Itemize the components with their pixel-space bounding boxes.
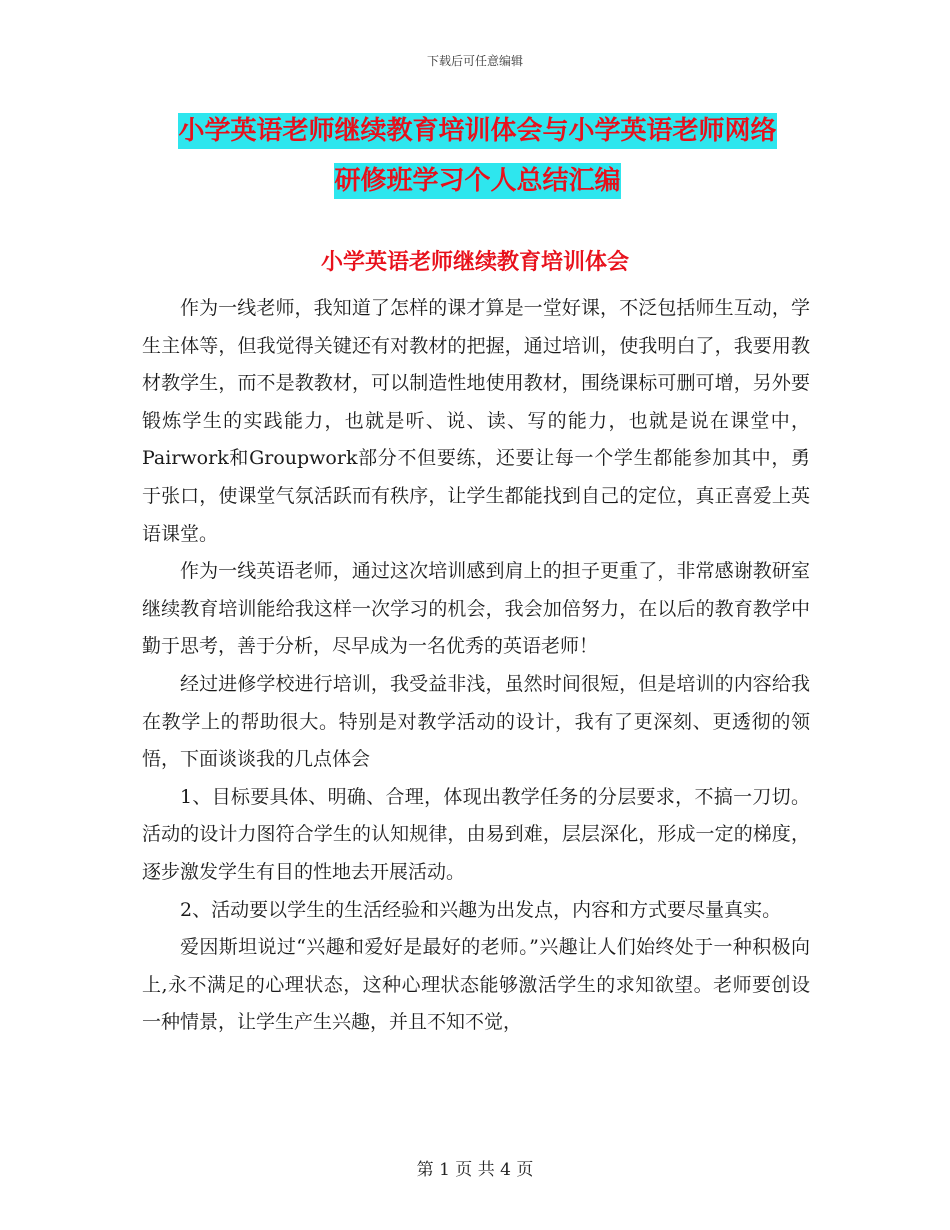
- title-line-1: 小学英语老师继续教育培训体会与小学英语老师网络: [178, 113, 776, 149]
- paragraph: 作为一线英语老师，通过这次培训感到肩上的担子更重了，非常感谢教研室继续教育培训能给我这样一次学习的机会，我会加倍努力，在以后的教育教学中勤于思考，善于分析，尽早成为一名优秀的英语老师！: [142, 560, 810, 658]
- paragraph: 经过进修学校进行培训，我受益非浅，虽然时间很短，但是培训的内容给我在教学上的帮助很大。特别是对教学活动的设计，我有了更深刻、更透彻的领悟，下面谈谈我的几点体会: [142, 672, 810, 771]
- paragraph: 作为一线老师，我知道了怎样的课才算是一堂好课，不泛包括师生互动，学生主体等，但我觉得关键还有对教材的把握，通过培训，使我明白了，我要用教材教学生，而不是教教材，可以制造性地使用教材，围绕课标可删可增，另外要锻炼学生的实践能力，也就是听、说、读、写的能力，也就是说在课堂中，Pairwork和Groupwork部分不但要练，还要让每一个学生都能参加其中，勇于张口，使课堂气氛活跃而有秩序，让学生都能找到自己的定位，真正喜爱上英语课堂。: [142, 297, 810, 545]
- body-text: [142, 290, 810, 1042]
- paragraph: 2、活动要以学生的生活经验和兴趣为出发点，内容和方式要尽量真实。: [180, 898, 782, 921]
- title-line-2: 研修班学习个人总结汇编: [334, 163, 620, 199]
- paragraph: 爱因斯坦说过“兴趣和爱好是最好的老师。”兴趣让人们始终处于一种积极向上,永不满足的心理状态，这种心理状态能够激活学生的求知欲望。老师要创设一种情景，让学生产生兴趣，并且不知不觉，: [142, 936, 810, 1034]
- header-note: 下载后可任意编辑: [426, 54, 523, 68]
- section-heading: 小学英语老师继续教育培训体会: [320, 249, 629, 275]
- document-title: [145, 106, 810, 206]
- paragraph: 1、目标要具体、明确、合理，体现出教学任务的分层要求，不搞一刀切。活动的设计力图符合学生的认知规律，由易到难，层层深化，形成一定的梯度，逐步激发学生有目的性地去开展活动。: [142, 785, 810, 883]
- page-footer: 第 1 页 共 4 页: [416, 1160, 534, 1180]
